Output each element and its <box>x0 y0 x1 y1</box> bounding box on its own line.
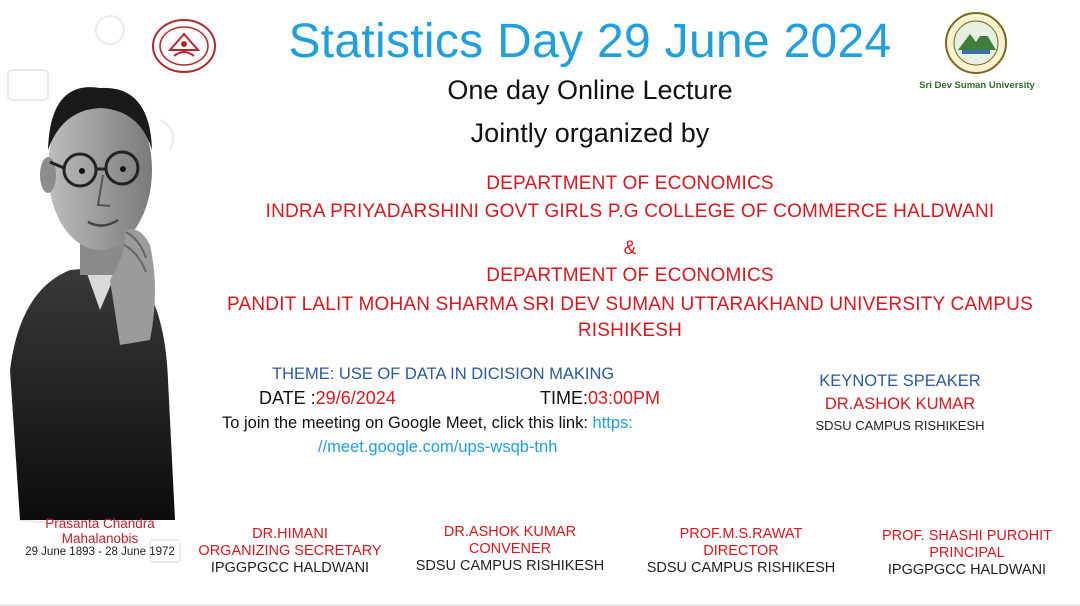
signatory-role: DIRECTOR <box>703 543 779 559</box>
portrait-name: Prasanta Chandra Mahalanobis <box>45 516 155 546</box>
organizer-dept-2: DEPARTMENT OF ECONOMICS <box>486 265 774 286</box>
organizer-ampersand: & <box>623 238 637 259</box>
join-instructions <box>222 414 633 433</box>
signatory-org: SDSU CAMPUS RISHIKESH <box>415 558 605 574</box>
signatory-principal <box>862 528 1072 579</box>
organizer-college-2-line2: RISHIKESH <box>577 320 683 341</box>
portrait-dates: 29 June 1893 - 28 June 1972 <box>25 546 175 558</box>
signatory-name: DR.HIMANI <box>252 526 328 542</box>
signatory-name: DR.ASHOK KUMAR <box>443 524 577 540</box>
signatory-role: PRINCIPAL <box>929 545 1005 561</box>
signatory-convener <box>405 524 615 575</box>
date-value: 29/6/2024 <box>315 388 396 408</box>
signatory-org: SDSU CAMPUS RISHIKESH <box>646 560 836 576</box>
signatory-organizing-secretary <box>190 526 390 577</box>
page-title: Statistics Day 29 June 2024 <box>288 15 892 68</box>
signatory-org: IPGGPGCC HALDWANI <box>210 560 370 576</box>
event-theme: THEME: USE OF DATA IN DICISION MAKING <box>272 365 615 383</box>
event-date <box>259 388 396 409</box>
keynote-affiliation: SDSU CAMPUS RISHIKESH <box>815 418 985 433</box>
keynote-name: DR.ASHOK KUMAR <box>824 395 976 413</box>
signatory-name: PROF. SHASHI PUROHIT <box>882 528 1052 544</box>
join-text: To join the meeting on Google Meet, click this link: <box>222 414 593 432</box>
time-label: TIME: <box>540 388 588 408</box>
portrait-illustration <box>0 40 180 520</box>
university-logo-text: Sri Dev Suman University <box>919 80 1035 91</box>
meet-link-part1[interactable]: https: <box>592 414 633 432</box>
subtitle-online-lecture: One day Online Lecture <box>447 75 733 105</box>
signatory-director <box>636 526 846 577</box>
signatory-org: IPGGPGCC HALDWANI <box>887 562 1047 578</box>
organizer-college-1: INDRA PRIYADARSHINI GOVT GIRLS P.G COLLEGE OF COMMERCE HALDWANI <box>265 201 995 222</box>
signatory-role: ORGANIZING SECRETARY <box>198 543 382 559</box>
signatory-name: PROF.M.S.RAWAT <box>679 526 803 542</box>
keynote-heading: KEYNOTE SPEAKER <box>819 372 981 390</box>
signatory-role: CONVENER <box>468 541 552 557</box>
meet-link[interactable]: //meet.google.com/ups-wsqb-tnh <box>318 438 558 456</box>
event-time <box>540 388 660 409</box>
time-value: 03:00PM <box>588 388 661 408</box>
organizer-college-2-line1: PANDIT LALIT MOHAN SHARMA SRI DEV SUMAN UTTARAKHAND UNIVERSITY CAMPUS <box>227 294 1033 315</box>
subtitle-jointly-organized: Jointly organized by <box>470 118 710 148</box>
organizer-dept-1: DEPARTMENT OF ECONOMICS <box>486 173 774 194</box>
date-label: DATE : <box>259 388 316 408</box>
